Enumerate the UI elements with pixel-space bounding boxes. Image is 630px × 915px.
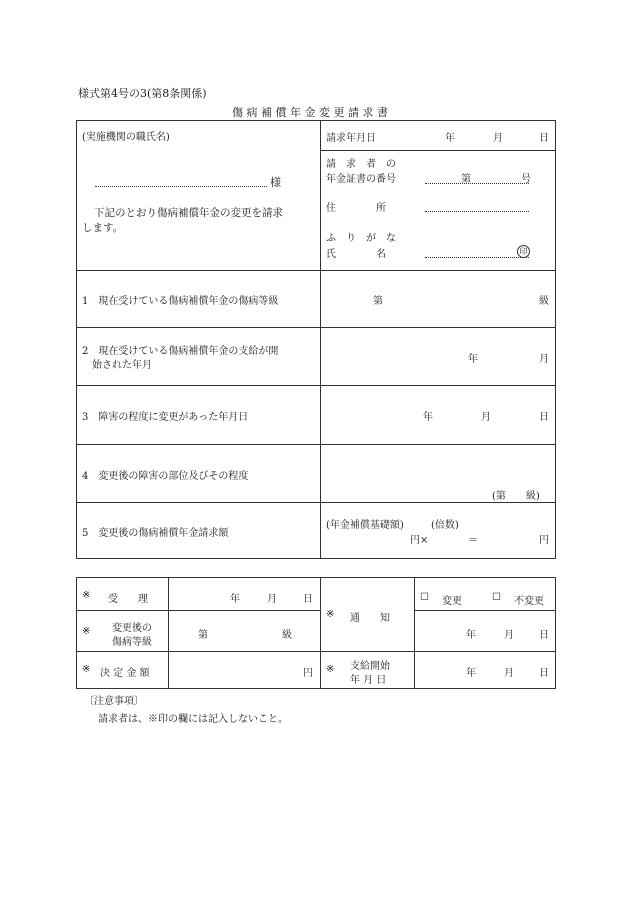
office-mark-notice: ※ — [326, 609, 335, 620]
start-label-line1: 支給開始 — [350, 661, 390, 672]
notice-day: 日 — [539, 630, 549, 641]
item3-label: 3 障害の程度に変更があった年月日 — [82, 412, 249, 423]
item3-day: 日 — [539, 412, 549, 423]
grade-label-line2: 傷病等級 — [112, 637, 152, 648]
item2-label-line2: 始された年月 — [82, 360, 152, 371]
item5-label: 5 変更後の傷病補償年金請求額 — [82, 528, 229, 539]
seal-mark: 印 — [517, 245, 530, 258]
form-number: 様式第4号の3(第8条関係) — [78, 87, 207, 100]
checkbox-nochange[interactable]: ☐ — [492, 592, 501, 603]
address-field[interactable] — [425, 211, 529, 212]
item3-month: 月 — [481, 412, 491, 423]
grade-prefix: 第 — [198, 630, 208, 641]
start-day: 日 — [539, 668, 549, 679]
cert-label-line1: 請 求 者 の — [326, 159, 396, 170]
received-day: 日 — [303, 594, 313, 605]
recipient-label: (実施機関の職氏名) — [82, 132, 170, 143]
option-change: 変更 — [442, 596, 462, 607]
notice-month: 月 — [504, 630, 514, 641]
received-label: 受 理 — [108, 594, 148, 605]
option-nochange: 不変更 — [514, 596, 544, 607]
grade-suffix: 級 — [282, 630, 292, 641]
equals-sign: ＝ — [468, 535, 478, 546]
received-month: 月 — [267, 594, 277, 605]
start-year: 年 — [466, 668, 476, 679]
office-mark-grade: ※ — [82, 626, 91, 637]
item4-grade: (第 級) — [492, 491, 540, 502]
cert-prefix: 第 — [461, 174, 471, 185]
office-mark-decision: ※ — [82, 664, 91, 675]
yen-unit: 円 — [539, 535, 549, 546]
statement-line1: 下記のとおり傷病補償年金の変更を請求 — [94, 207, 283, 219]
start-label-line2: 年 月 日 — [350, 675, 387, 686]
cert-suffix: 号 — [521, 174, 531, 185]
request-year: 年 — [445, 133, 455, 144]
request-date-label: 請求年月日 — [326, 133, 376, 144]
multiplier-label: (倍数) — [431, 520, 459, 531]
honorific: 様 — [270, 176, 281, 189]
request-month: 月 — [493, 133, 503, 144]
address-label: 住 所 — [326, 203, 386, 214]
start-month: 月 — [504, 668, 514, 679]
item2-month: 月 — [539, 354, 549, 365]
item3-year: 年 — [423, 412, 433, 423]
office-mark-start: ※ — [326, 664, 335, 675]
request-day: 日 — [539, 133, 549, 144]
notes-text: 請求者は、※印の欄には記入しないこと。 — [98, 714, 288, 725]
name-label: 氏 名 — [326, 249, 386, 260]
office-mark-received: ※ — [82, 590, 91, 601]
decision-unit: 円 — [303, 668, 313, 679]
item1-suffix: 級 — [539, 296, 549, 307]
item4-label: 4 変更後の障害の部位及びその程度 — [82, 471, 249, 482]
notice-year: 年 — [466, 630, 476, 641]
notice-label: 通 知 — [350, 613, 390, 624]
notes-heading: 〔注意事項〕 — [84, 696, 144, 707]
item2-year: 年 — [468, 354, 478, 365]
recipient-name-field[interactable] — [95, 186, 267, 187]
grade-label-line1: 変更後の — [112, 623, 152, 634]
form-title: 傷 病 補 償 年 金 変 更 請 求 書 — [232, 106, 388, 119]
item1-prefix: 第 — [373, 296, 383, 307]
furigana-label: ふ り が な — [326, 233, 396, 244]
received-year: 年 — [230, 594, 240, 605]
item2-label-line1: 2 現在受けている傷病補償年金の支給が開 — [82, 346, 279, 357]
statement-line2: します。 — [82, 222, 124, 234]
name-field[interactable] — [425, 257, 529, 258]
item1-label: 1 現在受けている傷病補償年金の傷病等級 — [82, 296, 279, 307]
cert-number-field[interactable] — [425, 183, 529, 184]
checkbox-change[interactable]: ☐ — [420, 592, 429, 603]
yen-times: 円× — [410, 535, 429, 546]
base-label: (年金補償基礎額) — [326, 520, 404, 531]
decision-label: 決 定 金 額 — [100, 668, 150, 679]
cert-label-line2: 年金証書の番号 — [326, 174, 396, 185]
